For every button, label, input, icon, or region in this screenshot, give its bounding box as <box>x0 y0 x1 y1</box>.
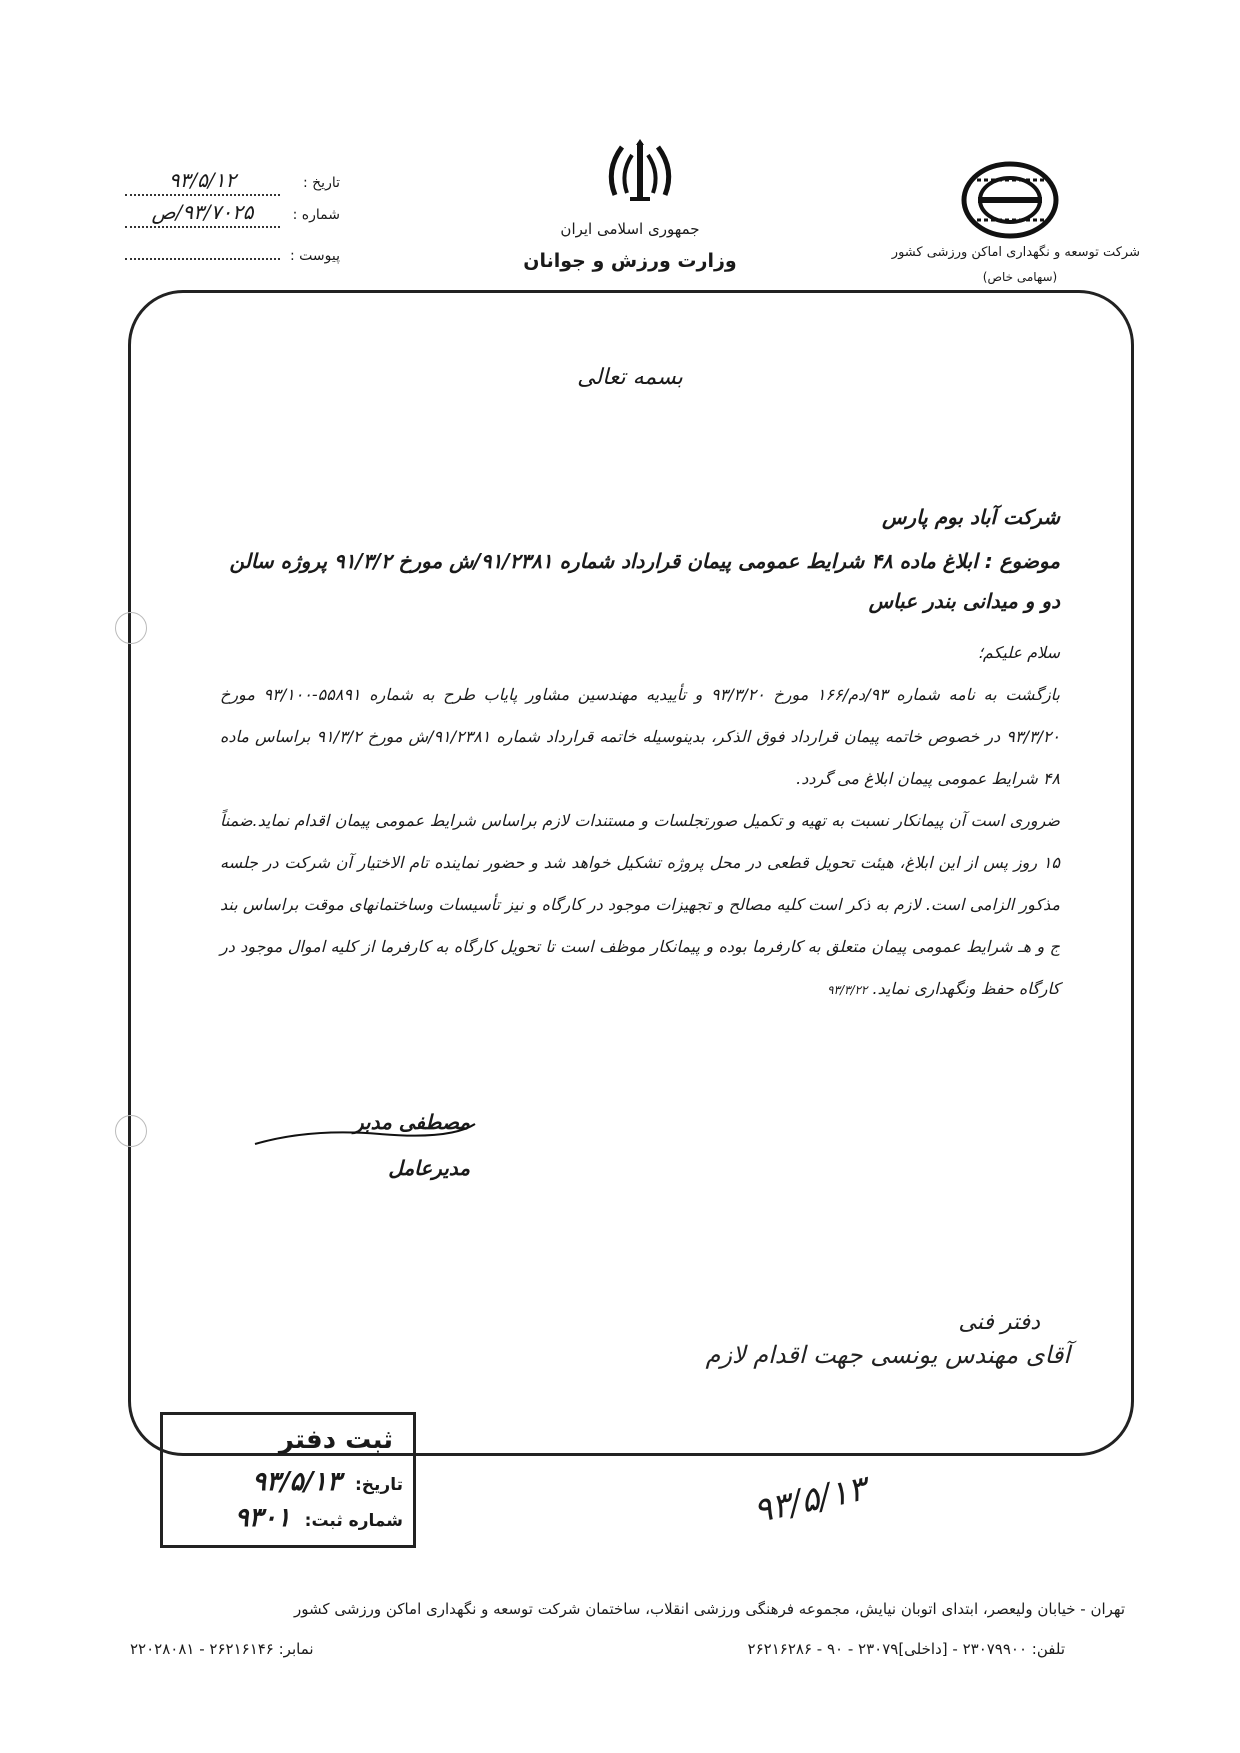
iran-emblem-icon <box>600 135 680 219</box>
register-stamp <box>160 1412 416 1548</box>
signature-block <box>270 1110 470 1180</box>
signature-stroke <box>250 1120 480 1150</box>
meta-number-label: شماره : <box>292 207 340 223</box>
stamp-date <box>252 1467 403 1497</box>
republic-title: جمهوری اسلامی ایران <box>560 220 700 238</box>
meta-number <box>125 200 340 232</box>
ministry-title: وزارت ورزش و جوانان <box>523 250 737 272</box>
meta-date-value: ۹۳/۵/۱۲ <box>125 168 280 196</box>
letter-body <box>220 505 1060 1011</box>
footer-fax: نمابر: ۲۶۲۱۶۱۴۶ - ۲۲۰۲۸۰۸۱ <box>130 1640 314 1658</box>
bismillah: بسمه تعالی <box>577 365 683 390</box>
stamp-date-label: تاریخ: <box>355 1475 403 1495</box>
company-name: شرکت توسعه و نگهداری اماکن ورزشی کشور <box>891 245 1140 260</box>
signer-name: مصطفی مدبر <box>353 1110 470 1134</box>
stamp-title: ثبت دفتر <box>278 1425 393 1455</box>
punch-hole <box>115 612 147 644</box>
footer-address: تهران - خیابان ولیعصر، ابتدای اتوبان نیایش، مجموعه فرهنگی ورزشی انقلاب، ساختمان شرکت توسعه و نگهداری اماکن ورزشی کشور <box>294 1600 1125 1618</box>
footer-phone: تلفن: ۲۳۰۷۹۹۰۰ - [داخلی]۲۳۰۷۹ - ۹۰ - ۲۶۲۱۶۲۸۶ <box>747 1640 1065 1658</box>
paragraph-2-date: ۹۳/۳/۲۲ <box>827 983 868 997</box>
meta-attachment <box>125 232 340 264</box>
signer-title: مدیرعامل <box>388 1156 470 1180</box>
handwritten-date: ۹۳/۵/۱۳ <box>749 1468 871 1532</box>
stamp-date-value: ۹۳/۵/۱۳ <box>252 1467 341 1497</box>
paragraph-2 <box>220 800 1060 1011</box>
paragraph-2-text: ضروری است آن پیمانکار نسبت به تهیه و تکمیل صورتجلسات و مستندات لازم براساس شرایط عمومی پیمان اقدام نماید.ضمناً ۱۵ روز پس از این ابلاغ، هیئت تحویل قطعی در محل پروژه تشکیل خواهد شد و حضور نماینده تام الاختیار آن شرکت در جلسه مذکور الزامی است. لازم به ذکر است کلیه مصالح و تجهیزات موجود در کارگاه و نیز تأسیسات وساختمانهای موقت براساس بند ج و هـ شرایط عمومی پیمان متعلق به کارفرما بوده و پیمانکار موظف است تا تحویل کارگاه به کارفرما از کلیه اموال موجود در کارگاه حفظ ونگهداری نماید. <box>220 811 1061 998</box>
greeting: سلام علیکم؛ <box>977 643 1060 662</box>
meta-date-label: تاریخ : <box>302 175 340 191</box>
paragraph-1: بازگشت به نامه شماره ۹۳/دم/۱۶۶ مورخ ۹۳/۳/۲۰ و تأییدیه مهندسین مشاور پایاب طرح به شماره ۵۵۸۹۱-۹۳/۱۰۰ مورخ ۹۳/۳/۲۰ در خصوص خاتمه پیمان قرارداد فوق الذکر، بدینوسیله خاتمه قرارداد شماره ۹۱/۲۳۸۱/ش مورخ ۹۱/۳/۲ براساس ماده ۴۸ شرایط عمومی پیمان ابلاغ می گردد. <box>220 685 1061 788</box>
handwritten-note <box>600 1310 1070 1369</box>
stamp-number-value: ۹۳۰۱ <box>234 1503 291 1533</box>
recipient: شرکت آباد بوم پارس <box>882 505 1060 529</box>
punch-hole <box>115 1115 147 1147</box>
stamp-number-label: شماره ثبت: <box>304 1511 403 1531</box>
company-logo <box>960 160 1060 244</box>
footer-contacts <box>130 1640 1065 1658</box>
meta-number-value: ۹۳/۷۰۲۵/ص <box>125 200 280 228</box>
company-type: (سهامی خاص) <box>982 270 1058 284</box>
handwritten-line-1: دفتر فنی <box>958 1310 1040 1335</box>
subject: موضوع : ابلاغ ماده ۴۸ شرایط عمومی پیمان قرارداد شماره ۹۱/۲۳۸۱/ش مورخ ۹۱/۳/۲ پروژه سالن دو و میدانی بندر عباس <box>229 549 1060 613</box>
meta-attachment-value <box>125 232 280 260</box>
letter-meta <box>125 168 340 264</box>
stamp-number <box>235 1503 403 1533</box>
meta-date <box>125 168 340 200</box>
meta-attachment-label: پیوست : <box>290 248 340 264</box>
handwritten-line-2: آقای مهندس یونسی جهت اقدام لازم <box>705 1341 1070 1369</box>
